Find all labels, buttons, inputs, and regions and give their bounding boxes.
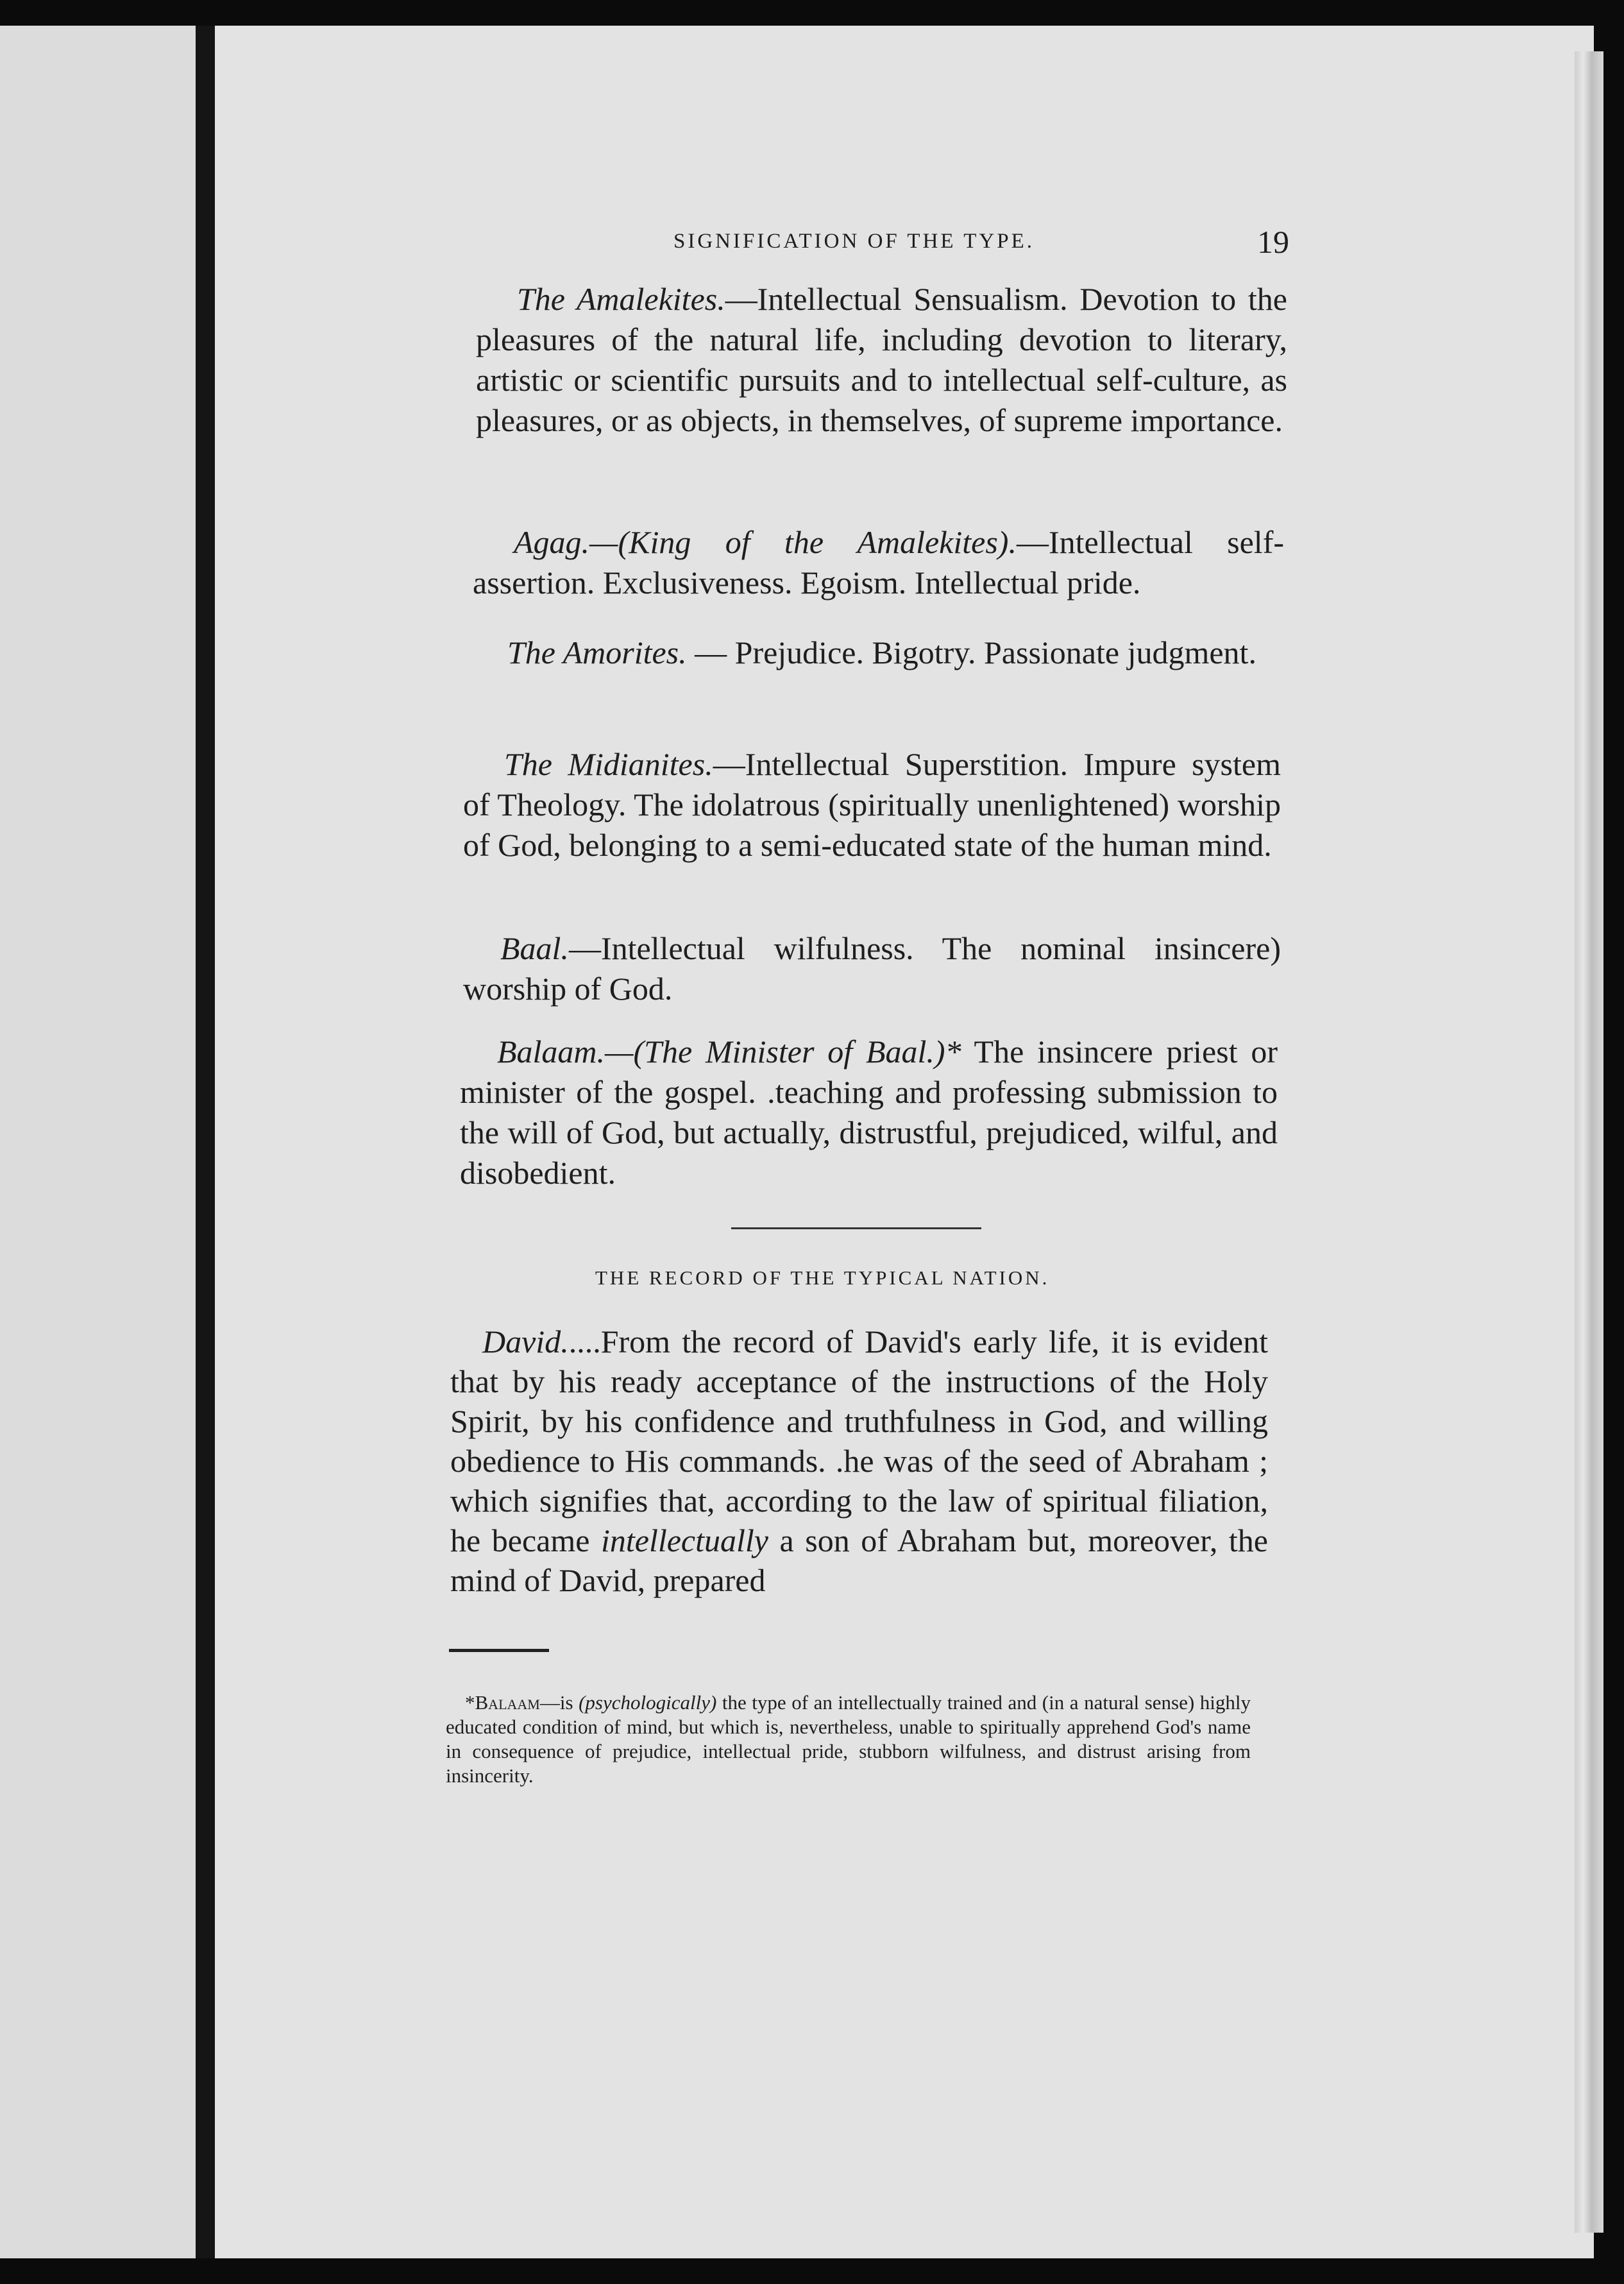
entry-amorites — [466, 633, 1284, 673]
page-number: 19 — [1257, 224, 1289, 260]
footnote-name: Balaam — [475, 1691, 540, 1714]
david-lead: David. — [482, 1324, 569, 1359]
section-heading: THE RECORD OF THE TYPICAL NATION. — [595, 1266, 1050, 1289]
entry-term: Balaam. — [497, 1034, 605, 1070]
page-stack-edge — [1575, 51, 1603, 2233]
entry-baal — [463, 928, 1281, 1009]
entry-text: —Intellectual Superstition. Impure system of Theology. The idolatrous (spiritually unenlightened) worship of God, belonging to a semi-educated state of the human mind. — [463, 746, 1281, 863]
entry-subtitle: —(The Minister of Baal.)* — [605, 1034, 961, 1070]
footnote-text: the type of an intellectually trained and (in a natural sense) highly educated condition of mind, but which is, nevertheless, unable to spiritually apprehend God's name in consequence of prejudice, intellectual pride, stubborn wilfulness, and distrust arising from insincerity. — [446, 1691, 1251, 1787]
entry-term: The Amorites. — [507, 635, 687, 670]
david-text-after: a son of Abraham but, moreover, the mind of David, prepared — [450, 1522, 1268, 1598]
entry-text: —Intellectual self-assertion. Exclusiveness. Egoism. Intellectual pride. — [473, 524, 1284, 601]
footnote-marker: * — [465, 1691, 475, 1714]
facing-page-edge — [0, 26, 196, 2258]
david-emphasis: intellectually — [600, 1522, 768, 1558]
footnote — [446, 1691, 1251, 1788]
entry-term: The Amalekites. — [517, 281, 725, 317]
entry-text: —Intellectual Sensualism. Devotion to the pleasures of the natural life, including devotion to literary, artistic or scientific pursuits and to intellectual self-culture, as pleasures, or as objects, in themselves, of supreme importance. — [476, 281, 1287, 438]
entry-text: — Prejudice. Bigotry. Passionate judgment. — [686, 635, 1256, 670]
entry-term: Agag. — [514, 524, 590, 560]
section-divider — [731, 1227, 981, 1229]
entry-term: The Midianites. — [504, 746, 713, 782]
david-text-before: ....From the record of David's early life, it is evident that by his ready acceptance of the instructions of the Holy Spirit, by his confidence and truthfulness in God, and willing obedience to His commands. .he was of the seed of Abraham ; which signifies that, according to the law of spiritual filiation, he became — [450, 1324, 1268, 1558]
entry-midianites — [463, 744, 1281, 865]
footnote-dash: —is — [539, 1691, 579, 1714]
david-paragraph — [450, 1322, 1268, 1600]
entry-text: The insincere priest or minister of the gospel. .teaching and professing submission to the will of God, but actually, distrustful, prejudiced, wilful, and disobedient. — [460, 1034, 1278, 1191]
book-gutter — [196, 26, 215, 2258]
entry-balaam — [460, 1032, 1278, 1193]
entry-text: —Intellectual wilfulness. The nominal insincere) worship of God. — [463, 930, 1281, 1007]
running-head: SIGNIFICATION OF THE TYPE. — [673, 230, 1035, 253]
entry-amalekites — [476, 279, 1287, 441]
entry-agag — [473, 522, 1284, 603]
footnote-qualifier: (psychologically) — [579, 1691, 717, 1714]
footnote-rule — [449, 1649, 549, 1652]
entry-term: Baal. — [500, 930, 569, 966]
entry-subtitle: —(King of the Amalekites). — [589, 524, 1017, 560]
